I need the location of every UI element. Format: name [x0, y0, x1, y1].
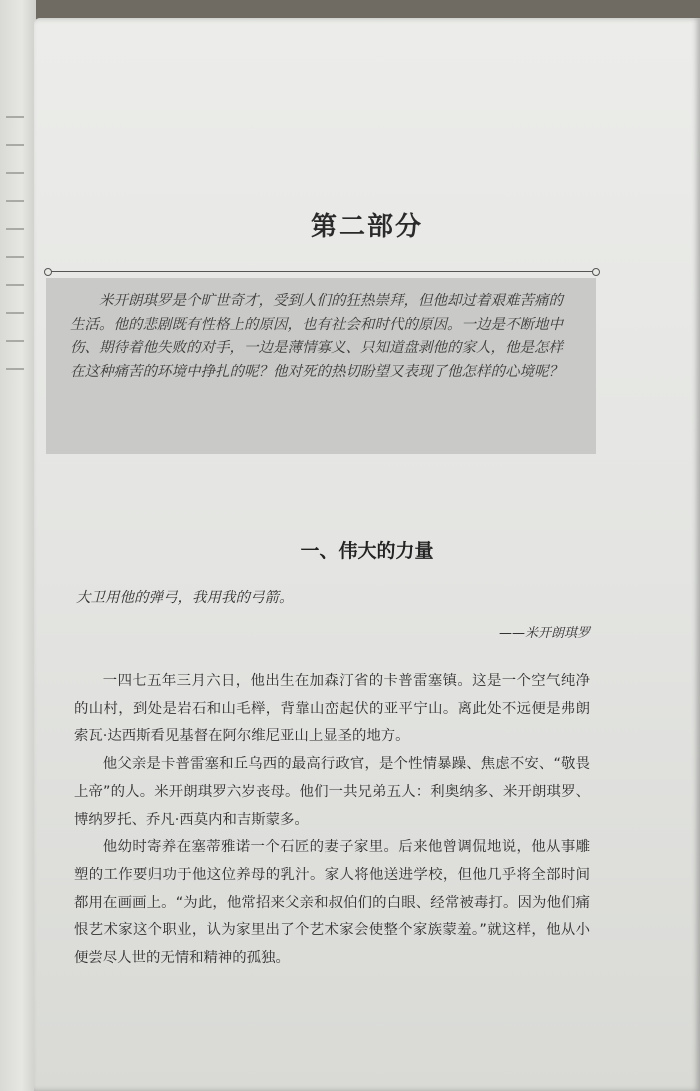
- abstract-divider: [48, 271, 596, 272]
- epigraph-attribution: ——米开朗琪罗: [498, 626, 590, 641]
- paragraph: 他父亲是卡普雷塞和丘乌西的最高行政官，是个性情暴躁、焦虑不安、“敬畏上帝”的人。米开朗琪罗六岁丧母。他们一共兄弟五人：利奥纳多、米开朗琪罗、博纳罗托、乔凡·西莫内和吉斯蒙多。: [74, 756, 590, 828]
- section-title: 一、伟大的力量: [300, 540, 434, 562]
- book-page: [34, 18, 700, 1091]
- part-title: 第二部分: [310, 212, 423, 242]
- body-text: [74, 668, 590, 973]
- paragraph: 他幼时寄养在塞蒂雅诺一个石匠的妻子家里。后来他曾调侃地说，他从事雕塑的工作要归功于他这位养母的乳汁。家人将他送进学校，但他几乎将全部时间都用在画画上。“为此，他常招来父亲和叔伯们的白眼、经常被毒打。因为他们痛恨艺术家这个职业，认为家里出了个艺术家会使整个家族蒙羞。”就这样，他从小便尝尽人世的无情和精神的孤独。: [74, 839, 590, 967]
- epigraph: 大卫用他的弹弓，我用我的弓箭。: [76, 590, 294, 606]
- divider-left-dot: [44, 268, 52, 276]
- previous-page-edge: [0, 0, 36, 1091]
- abstract-box: [46, 278, 596, 454]
- previous-page-text-marks: [6, 90, 30, 396]
- divider-right-dot: [592, 268, 600, 276]
- abstract-text: 米开朗琪罗是个旷世奇才，受到人们的狂热崇拜，但他却过着艰难苦痛的生活。他的悲剧既有性格上的原因，也有社会和时代的原因。一边是不断地中伤、期待着他失败的对手，一边是薄情寡义、只知道盘剥他的家人，他是怎样在这种痛苦的环境中挣扎的呢？他对死的热切盼望又表现了他怎样的心境呢？: [70, 293, 563, 380]
- paragraph: 一四七五年三月六日，他出生在加森汀省的卡普雷塞镇。这是一个空气纯净的山村，到处是岩石和山毛榉，背靠山峦起伏的亚平宁山。离此处不远便是弗朗索瓦·达西斯看见基督在阿尔维尼亚山上显圣的地方。: [74, 673, 590, 745]
